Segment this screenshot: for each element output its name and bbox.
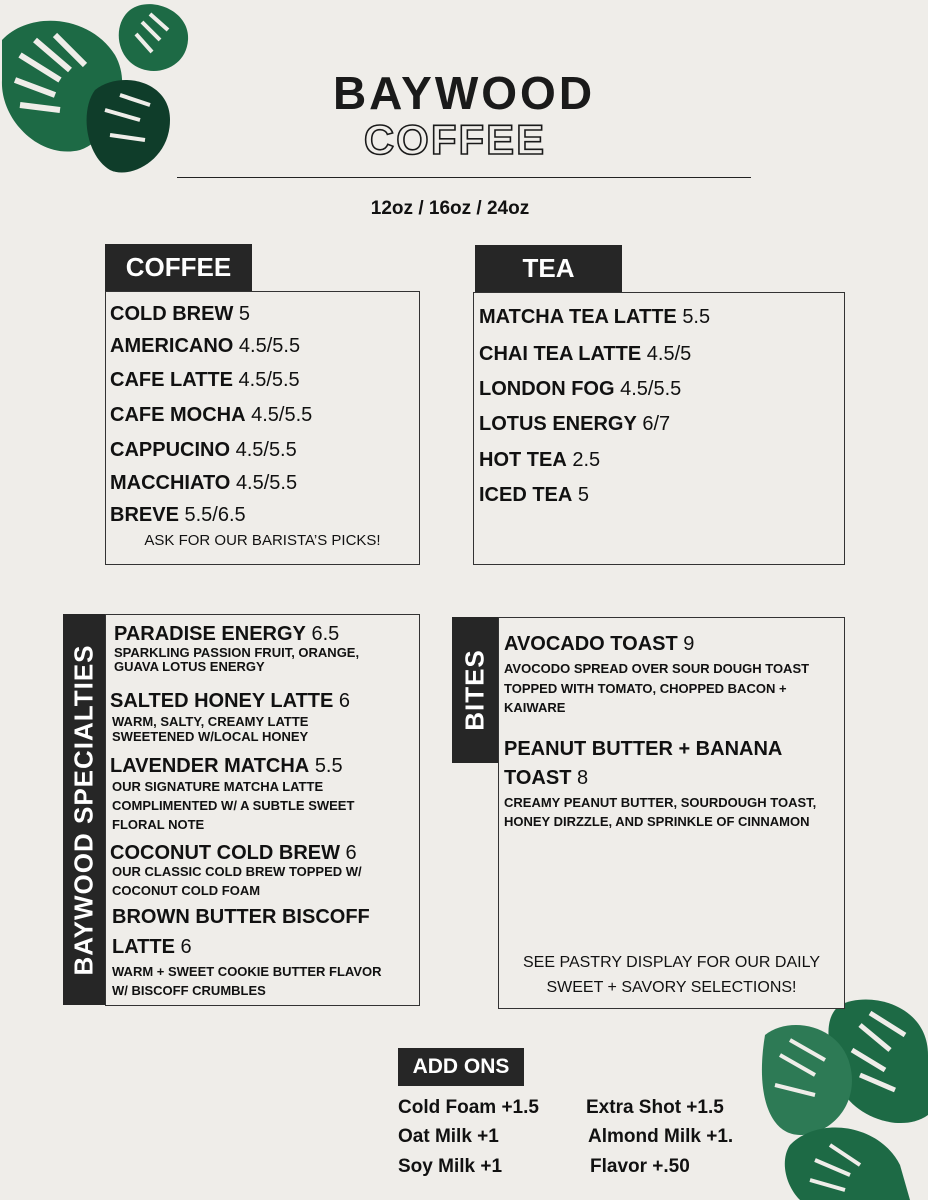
addons-section-title: ADD ONS bbox=[412, 1055, 510, 1078]
bites-section-tag bbox=[452, 617, 498, 763]
addon-item: Oat Milk +1 bbox=[398, 1126, 499, 1147]
item-description: KAIWARE bbox=[504, 700, 566, 715]
item-description: SWEETENED W/LOCAL HONEY bbox=[112, 729, 309, 744]
menu-item: COCONUT COLD BREW 6 bbox=[110, 842, 357, 864]
item-description: OUR CLASSIC COLD BREW TOPPED W/ bbox=[112, 864, 362, 879]
menu-item: TOAST 8 bbox=[504, 767, 589, 789]
coffee-menu-box bbox=[105, 291, 420, 565]
menu-item: MATCHA TEA LATTE 5.5 bbox=[479, 306, 711, 328]
bites-note: SEE PASTRY DISPLAY FOR OUR DAILY bbox=[523, 954, 820, 971]
brand-subtitle: COFFEE bbox=[363, 116, 547, 163]
menu-item: CAFE LATTE 4.5/5.5 bbox=[110, 369, 300, 391]
bites-section-title: BITES bbox=[459, 649, 490, 731]
item-description: SPARKLING PASSION FRUIT, ORANGE, bbox=[114, 645, 360, 660]
menu-item: CHAI TEA LATTE 4.5/5 bbox=[479, 343, 692, 365]
addon-item: Extra Shot +1.5 bbox=[586, 1097, 724, 1118]
item-description: WARM + SWEET COOKIE BUTTER FLAVOR bbox=[112, 964, 382, 979]
item-description: GUAVA LOTUS ENERGY bbox=[114, 659, 265, 674]
menu-item: BROWN BUTTER BISCOFF bbox=[112, 906, 370, 928]
bites-note: SWEET + SAVORY SELECTIONS! bbox=[546, 979, 797, 996]
menu-item: LATTE 6 bbox=[112, 936, 192, 958]
menu-item: BREVE 5.5/6.5 bbox=[110, 504, 246, 526]
item-description: WARM, SALTY, CREAMY LATTE bbox=[112, 714, 309, 729]
item-description: OUR SIGNATURE MATCHA LATTE bbox=[112, 779, 324, 794]
menu-item: MACCHIATO 4.5/5.5 bbox=[110, 472, 298, 494]
item-description: TOPPED WITH TOMATO, CHOPPED BACON + bbox=[504, 681, 787, 696]
menu-item: AMERICANO 4.5/5.5 bbox=[110, 335, 301, 357]
addon-item: Flavor +.50 bbox=[590, 1156, 690, 1177]
menu-item: PARADISE ENERGY 6.5 bbox=[114, 623, 340, 645]
header-divider bbox=[177, 177, 751, 178]
menu-item: LOTUS ENERGY 6/7 bbox=[479, 413, 671, 435]
menu-item: SALTED HONEY LATTE 6 bbox=[110, 690, 351, 712]
item-description: COCONUT COLD FOAM bbox=[112, 883, 261, 898]
item-description: HONEY DIRZZLE, AND SPRINKLE OF CINNAMON bbox=[504, 814, 810, 829]
item-description: W/ BISCOFF CRUMBLES bbox=[112, 983, 266, 998]
menu-item: AVOCADO TOAST 9 bbox=[504, 633, 695, 655]
coffee-section-tag bbox=[105, 244, 252, 291]
menu-item: LONDON FOG 4.5/5.5 bbox=[479, 378, 682, 400]
cup-sizes: 12oz / 16oz / 24oz bbox=[370, 198, 530, 219]
tea-menu-box bbox=[473, 292, 845, 565]
tea-section-tag bbox=[475, 245, 622, 292]
item-description: AVOCODO SPREAD OVER SOUR DOUGH TOAST bbox=[504, 661, 810, 676]
coffee-section-title: COFFEE bbox=[125, 252, 232, 282]
addons-section-tag bbox=[398, 1048, 524, 1086]
menu-item: CAPPUCINO 4.5/5.5 bbox=[110, 439, 297, 461]
addon-item: Cold Foam +1.5 bbox=[398, 1097, 539, 1118]
bites-menu-box bbox=[498, 617, 845, 1009]
monstera-leaf-bottom-right-icon bbox=[760, 995, 928, 1200]
menu-item: ICED TEA 5 bbox=[479, 484, 590, 506]
menu-item: LAVENDER MATCHA 5.5 bbox=[110, 755, 343, 777]
tea-section-title: TEA bbox=[522, 253, 575, 283]
coffee-note: ASK FOR OUR BARISTA’S PICKS! bbox=[144, 532, 381, 549]
menu-item: CAFE MOCHA 4.5/5.5 bbox=[110, 404, 313, 426]
brand-title: BAYWOOD bbox=[332, 67, 596, 119]
item-description: COMPLIMENTED W/ A SUBTLE SWEET bbox=[112, 798, 355, 813]
specialties-section-tag bbox=[63, 614, 105, 1005]
specialties-section-title: BAYWOOD SPECIALTIES bbox=[68, 643, 99, 976]
item-description: CREAMY PEANUT BUTTER, SOURDOUGH TOAST, bbox=[504, 795, 817, 810]
menu-item: PEANUT BUTTER + BANANA bbox=[504, 738, 783, 760]
specialties-menu-box bbox=[105, 614, 420, 1006]
menu-item: HOT TEA 2.5 bbox=[479, 449, 601, 471]
addon-item: Almond Milk +1. bbox=[588, 1126, 734, 1147]
menu-item: COLD BREW 5 bbox=[110, 303, 251, 325]
addon-item: Soy Milk +1 bbox=[398, 1156, 503, 1177]
item-description: FLORAL NOTE bbox=[112, 817, 205, 832]
